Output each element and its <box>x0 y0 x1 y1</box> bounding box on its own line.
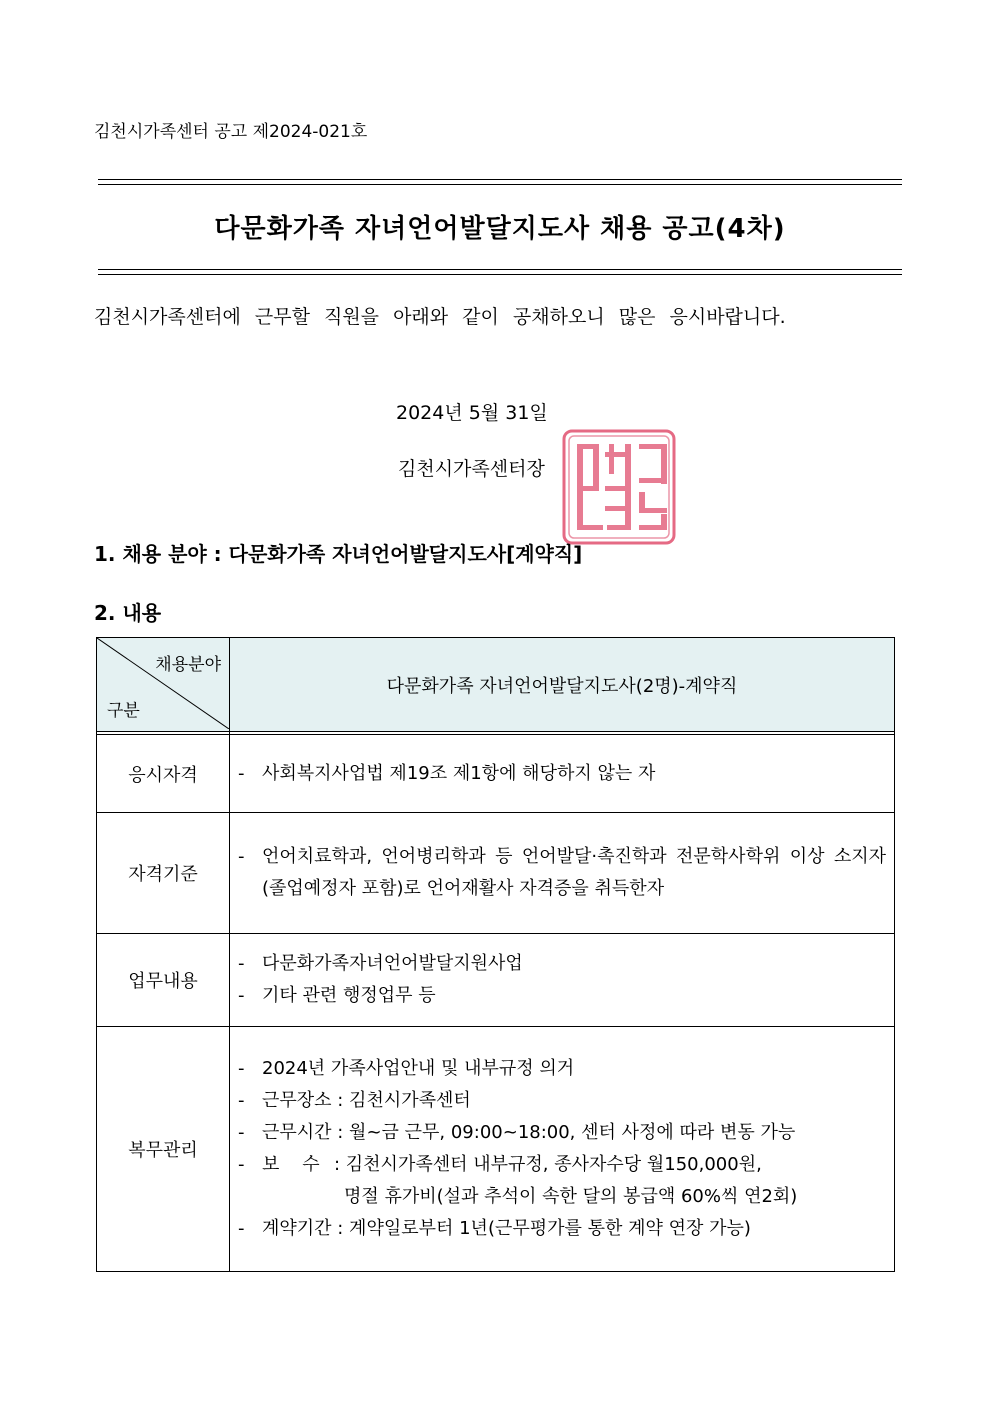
table-row <box>97 934 895 1027</box>
table-row <box>97 813 895 934</box>
list-item: - 계약기간 : 계약일로부터 1년(근무평가를 통한 계약 연장 가능) <box>238 1218 751 1239</box>
row-label: 업무내용 <box>97 934 230 1027</box>
page-title: 다문화가족 자녀언어발달지도사 채용 공고(4차) <box>214 214 786 244</box>
official-seal-stamp <box>561 428 677 546</box>
corner-top-label: 채용분야 <box>155 655 221 675</box>
header-title: 다문화가족 자녀언어발달지도사(2명)-계약직 <box>230 638 895 732</box>
title-rule-bottom-1 <box>98 269 902 270</box>
row-content <box>230 1027 895 1272</box>
table-row <box>97 1027 895 1272</box>
table-row <box>97 735 895 813</box>
row-content <box>230 934 895 1027</box>
list-item: - 다문화가족자녀언어발달지원사업 <box>238 953 523 974</box>
list-item: - 언어치료학과, 언어병리학과 등 언어발달·촉진학과 전문학사학위 이상 소지자(졸업예정자 포함)로 언어재활사 자격증을 취득한자 <box>238 846 886 899</box>
pay-key: 보 수 <box>262 1154 320 1175</box>
row-label: 응시자격 <box>97 735 230 813</box>
title-rule-bottom-2 <box>98 274 902 275</box>
notice-date: 2024년 5월 31일 <box>396 402 548 424</box>
notice-number: 김천시가족센터 공고 제2024-021호 <box>94 122 368 142</box>
title-rule-top-1 <box>98 179 902 180</box>
list-item: - 근무장소 : 김천시가족센터 <box>238 1090 471 1111</box>
recruitment-table <box>96 637 895 1272</box>
row-label: 복무관리 <box>97 1027 230 1272</box>
intro-paragraph: 김천시가족센터에 근무할 직원을 아래와 같이 공채하오니 많은 응시바랍니다. <box>94 306 786 328</box>
row-content <box>230 813 895 934</box>
section-1-heading: 1. 채용 분야 : 다문화가족 자녀언어발달지도사[계약직] <box>94 542 583 566</box>
list-item-pay: - 보 수 : 김천시가족센터 내부규정, 종사자수당 월150,000원, <box>238 1149 886 1181</box>
corner-bottom-label: 구분 <box>107 701 140 721</box>
title-rule-top-2 <box>98 184 902 185</box>
section-2-heading: 2. 내용 <box>94 601 162 625</box>
corner-cell <box>97 638 230 732</box>
pay-line-2: 명절 휴가비(설과 추석이 속한 달의 봉급액 60%씩 연2회) <box>344 1186 798 1207</box>
list-item: - 기타 관련 행정업무 등 <box>238 985 436 1006</box>
list-item: - 2024년 가족사업안내 및 내부규정 의거 <box>238 1058 575 1079</box>
row-content <box>230 735 895 813</box>
table-header-row <box>97 638 895 732</box>
pay-line-1: : 김천시가족센터 내부규정, 종사자수당 월150,000원, <box>334 1154 762 1175</box>
list-item: - 사회복지사업법 제19조 제1항에 해당하지 않는 자 <box>238 762 656 784</box>
signer: 김천시가족센터장 <box>398 458 545 480</box>
row-label: 자격기준 <box>97 813 230 934</box>
list-item: - 근무시간 : 월~금 근무, 09:00~18:00, 센터 사정에 따라 변동 가능 <box>238 1122 796 1143</box>
